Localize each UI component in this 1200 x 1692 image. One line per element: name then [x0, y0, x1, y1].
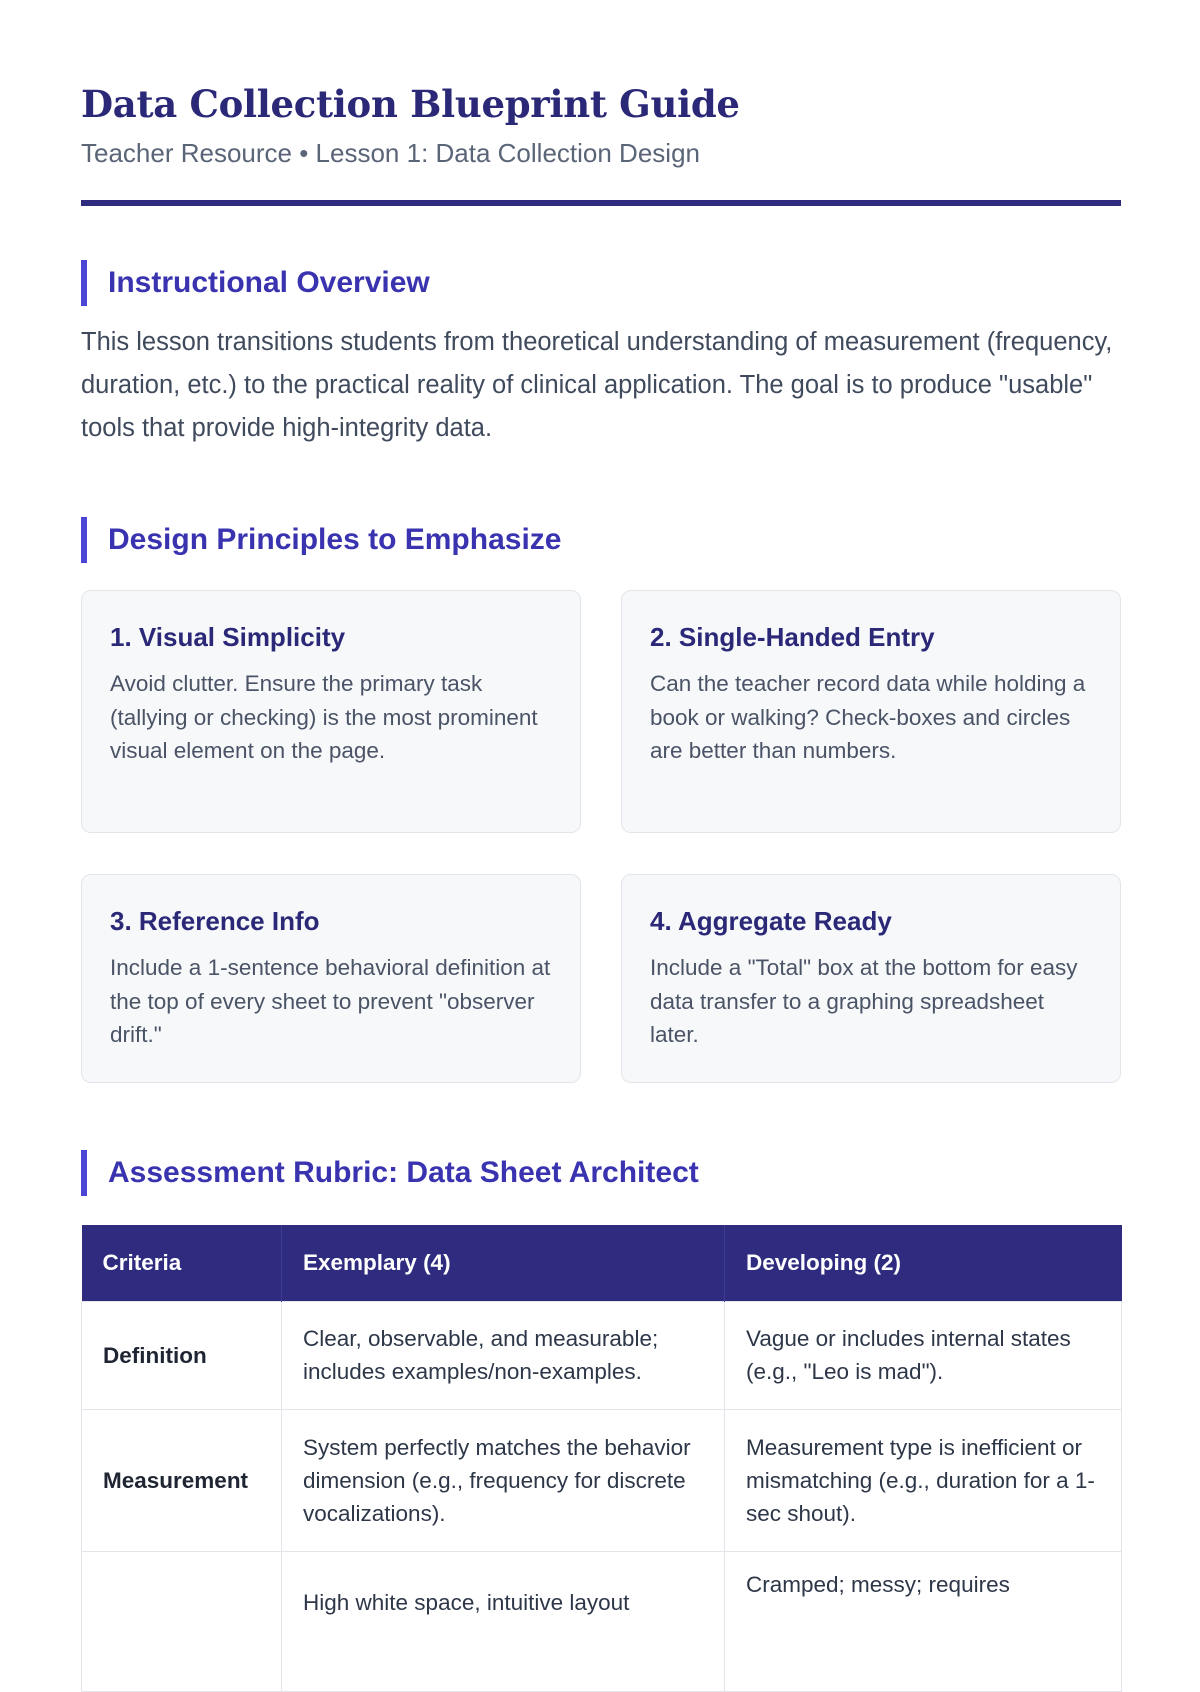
- principle-card: [81, 590, 581, 833]
- principle-card-title: 2. Single-Handed Entry: [650, 622, 935, 652]
- column-header-developing: Developing (2): [725, 1225, 1122, 1301]
- exemplary-cell: System perfectly matches the behavior dimension (e.g., frequency for discrete vocalizations).: [282, 1409, 725, 1551]
- table-row: [82, 1409, 1122, 1551]
- column-header-exemplary: Exemplary (4): [282, 1225, 725, 1301]
- page-title: Data Collection Blueprint Guide: [81, 82, 740, 126]
- column-header-criteria: Criteria: [82, 1225, 282, 1301]
- principle-card: [621, 590, 1121, 833]
- principle-card-body: Can the teacher record data while holding a book or walking? Check-boxes and circles are better than numbers.: [650, 671, 1086, 763]
- overview-heading: Instructional Overview: [81, 260, 1121, 306]
- developing-cell: Vague or includes internal states (e.g., "Leo is mad").: [725, 1301, 1122, 1409]
- principle-card: [81, 874, 581, 1083]
- rubric-table: [81, 1225, 1122, 1692]
- principle-card-title: 1. Visual Simplicity: [110, 622, 346, 652]
- principle-card: [621, 874, 1121, 1083]
- principles-heading: Design Principles to Emphasize: [81, 517, 1121, 563]
- criteria-cell: Definition: [82, 1301, 282, 1409]
- criteria-cell: Measurement: [82, 1409, 282, 1551]
- page-subtitle: Teacher Resource • Lesson 1: Data Collection Design: [81, 138, 700, 168]
- exemplary-cell: High white space, intuitive layout: [282, 1551, 725, 1691]
- criteria-cell: [82, 1551, 282, 1691]
- exemplary-cell: Clear, observable, and measurable; includes examples/non-examples.: [282, 1301, 725, 1409]
- principle-card-title: 4. Aggregate Ready: [650, 906, 892, 936]
- rubric-heading: Assessment Rubric: Data Sheet Architect: [81, 1150, 1121, 1196]
- principle-card-body: Include a "Total" box at the bottom for easy data transfer to a graphing spreadsheet later.: [650, 955, 1078, 1047]
- developing-cell: Cramped; messy; requires: [725, 1551, 1122, 1691]
- principle-card-title: 3. Reference Info: [110, 906, 320, 936]
- rubric-header-row: [82, 1225, 1122, 1301]
- table-row: [82, 1551, 1122, 1691]
- principle-card-body: Include a 1-sentence behavioral definition at the top of every sheet to prevent "observer drift.": [110, 955, 551, 1047]
- header-divider: [81, 200, 1121, 206]
- table-row: [82, 1301, 1122, 1409]
- principle-card-body: Avoid clutter. Ensure the primary task (tallying or checking) is the most prominent visual element on the page.: [110, 671, 538, 763]
- overview-text: This lesson transitions students from theoretical understanding of measurement (frequency, duration, etc.) to the practical reality of clinical application. The goal is to produce "usable" tools that provide high-integrity data.: [81, 328, 1113, 442]
- developing-cell: Measurement type is inefficient or mismatching (e.g., duration for a 1-sec shout).: [725, 1409, 1122, 1551]
